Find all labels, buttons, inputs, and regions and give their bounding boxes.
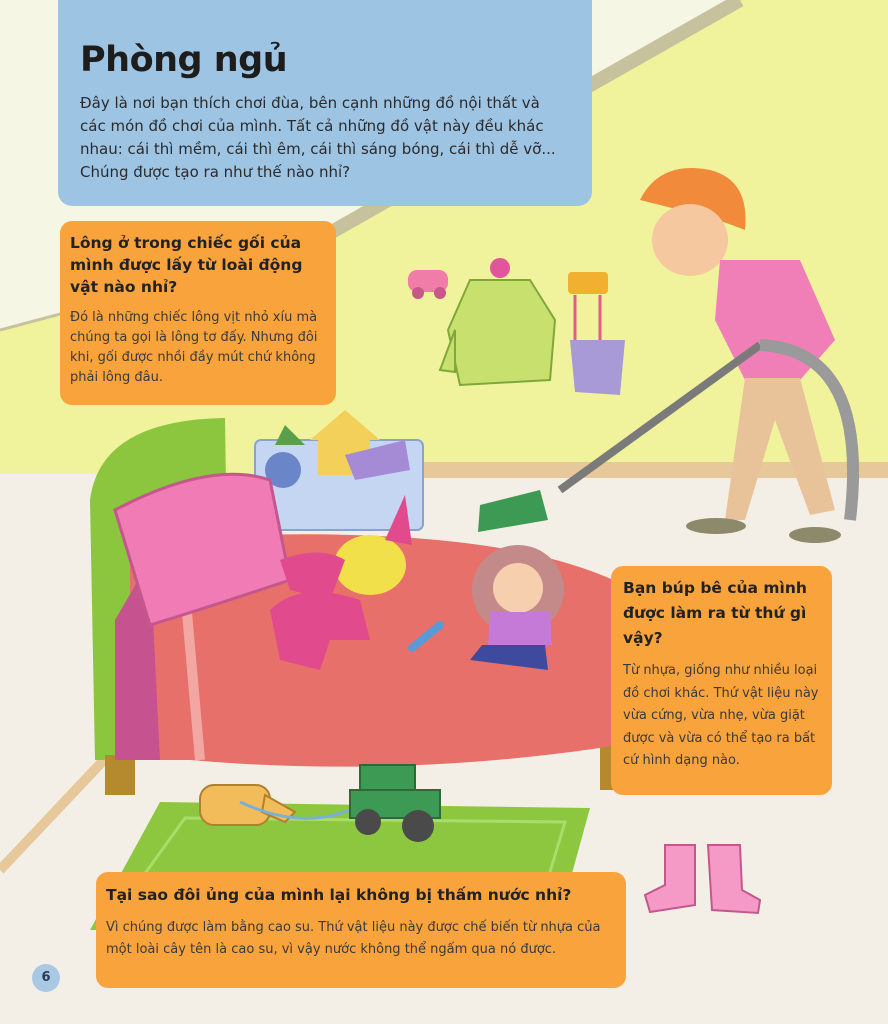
intro-text: Đây là nơi bạn thích chơi đùa, bên cạnh những đồ nội thất và các món đồ chơi của mình. Tất cả những đồ vật này đều khác nhau: cái thì mềm, cái thì êm, cái thì sáng bóng, cái thì dễ vỡ... Chúng được tạo ra như thế nào nhỉ? — [80, 94, 556, 181]
pillow-question-box — [60, 221, 336, 405]
boots-question-box — [96, 872, 626, 988]
pillow-answer: Đó là những chiếc lông vịt nhỏ xíu mà chúng ta gọi là lông tơ đấy. Nhưng đôi khi, gối được nhồi đầy mút chứ không phải lông đâu. — [70, 310, 318, 385]
doll-question: Bạn búp bê của mình được làm ra từ thứ gì vậy? — [623, 579, 807, 647]
doll-answer: Từ nhựa, giống như nhiều loại đồ chơi khác. Thứ vật liệu này vừa cứng, vừa nhẹ, vừa giặt được và vừa có thể tạo ra bất cứ hình dạng nào. — [623, 663, 819, 768]
pillow-question: Lông ở trong chiếc gối của mình được lấy từ loài động vật nào nhỉ? — [70, 234, 303, 296]
page-number: 6 — [32, 964, 60, 992]
boots-answer: Vì chúng được làm bằng cao su. Thứ vật liệu này được chế biến từ nhựa của một loài cây tên là cao su, vì vậy nước không thể ngấm qua nó được. — [106, 920, 601, 957]
intro-box — [58, 0, 592, 206]
page-title: Phòng ngủ — [80, 40, 288, 80]
doll-question-box — [611, 566, 832, 795]
boots-question: Tại sao đôi ủng của mình lại không bị thấm nước nhỉ? — [106, 886, 572, 904]
